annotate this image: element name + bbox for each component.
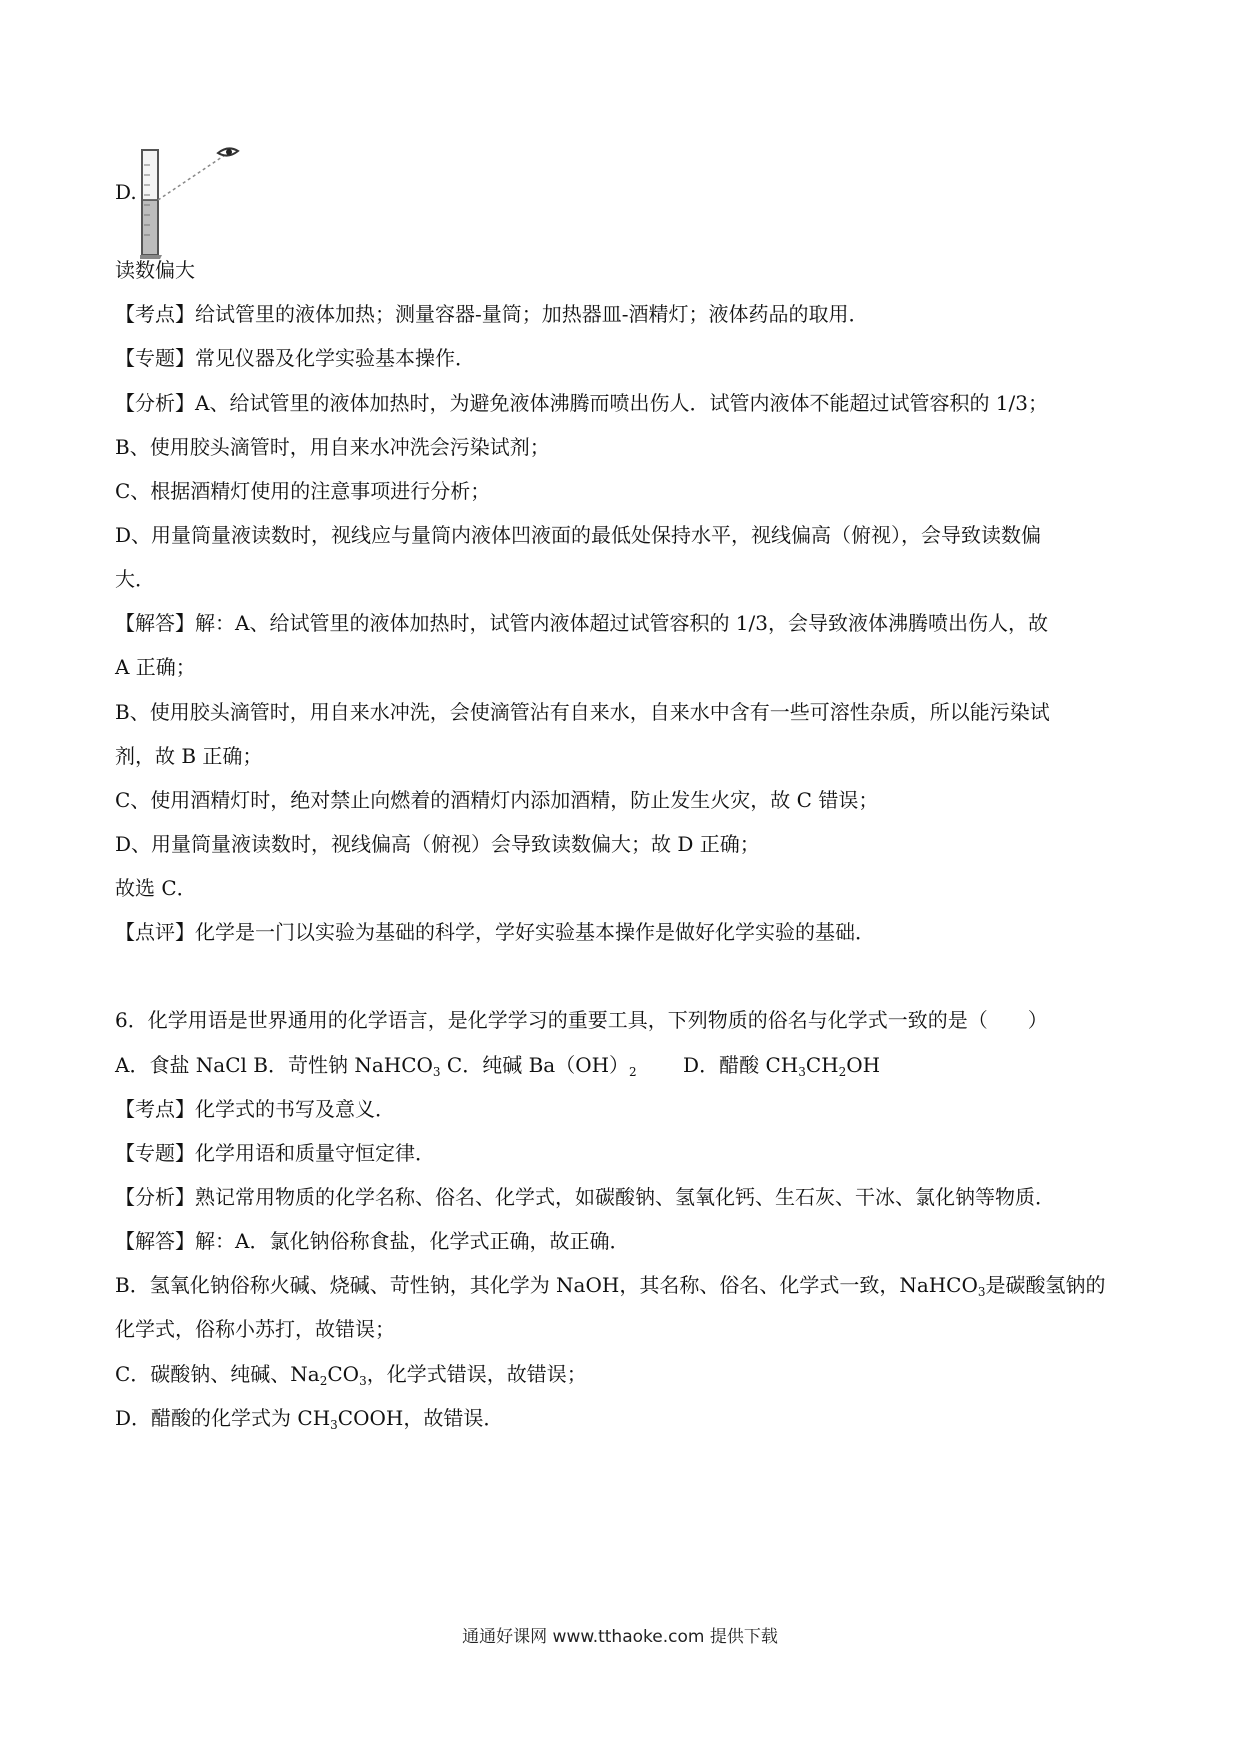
- q6-kaodian: 【考点】化学式的书写及意义．: [115, 1097, 395, 1121]
- q6-jieda-b: B．氢氧化钠俗称火碱、烧碱、苛性钠，其化学为 NaOH，其名称、俗名、化学式一致，NaHCO$_3$是碳酸氢钠的: [115, 1273, 1106, 1299]
- option-d-label: D.: [115, 180, 137, 204]
- q6-fenxi: 【分析】熟记常用物质的化学名称、俗名、化学式，如碳酸钠、氢氧化钙、生石灰、干冰、氯化钠等物质．: [115, 1185, 1055, 1209]
- q5-jieda-6: D、用量筒量液读数时，视线偏高（俯视）会导致读数偏大；故 D 正确；: [115, 832, 760, 856]
- q6-jieda-b-2: 化学式，俗称小苏打，故错误；: [115, 1317, 395, 1341]
- q6-option-b: B．苛性钠 NaHCO$_3$: [253, 1053, 441, 1079]
- q6-options: [115, 1053, 880, 1077]
- q6-zhuanti: 【专题】化学用语和质量守恒定律．: [115, 1141, 435, 1165]
- graduated-cylinder-figure: [140, 145, 270, 260]
- q5-jieda-3: B、使用胶头滴管时，用自来水冲洗，会使滴管沾有自来水，自来水中含有一些可溶性杂质，所以能污染试: [115, 700, 1050, 724]
- q5-fenxi-4: D、用量筒量液读数时，视线应与量筒内液体凹液面的最低处保持水平，视线偏高（俯视），会导致读数偏: [115, 523, 1042, 547]
- q5-fenxi-3: C、根据酒精灯使用的注意事项进行分析；: [115, 479, 491, 503]
- q5-jieda-4: 剂，故 B 正确；: [115, 744, 263, 768]
- q5-fenxi-2: B、使用胶头滴管时，用自来水冲洗会污染试剂；: [115, 435, 550, 459]
- page-footer: 通通好课网 www.tthaoke.com 提供下载: [462, 1627, 778, 1647]
- q6-jieda-d: D．醋酸的化学式为 $CH_3COOH$，故错误．: [115, 1406, 504, 1432]
- q6-question: 6．化学用语是世界通用的化学语言，是化学学习的重要工具，下列物质的俗名与化学式一致的是（ ）: [115, 1008, 1048, 1032]
- q5-answer: 故选 C．: [115, 876, 197, 900]
- q6-option-a: A．食盐 NaCl: [115, 1053, 247, 1077]
- q5-jieda-1: 【解答】解：A、给试管里的液体加热时，试管内液体超过试管容积的 1/3，会导致液体沸腾喷出伤人，故: [115, 611, 1048, 635]
- q5-jieda-2: A 正确；: [115, 655, 196, 679]
- q5-fenxi-5: 大．: [115, 567, 155, 591]
- q6-option-d: D．醋酸 $CH_3CH_2OH$: [683, 1053, 881, 1079]
- q5-kaodian: 【考点】给试管里的液体加热；测量容器-量筒；加热器皿-酒精灯；液体药品的取用．: [115, 302, 869, 326]
- q6-jieda-1: 【解答】解：A．氯化钠俗称食盐，化学式正确，故正确．: [115, 1229, 630, 1253]
- q5-zhuanti: 【专题】常见仪器及化学实验基本操作．: [115, 346, 475, 370]
- q5-fenxi-1: 【分析】A、给试管里的液体加热时，为避免液体沸腾而喷出伤人．试管内液体不能超过试管容积的 1/3；: [115, 391, 1048, 415]
- reading-result-text: 读数偏大: [115, 258, 195, 282]
- q6-option-c: C．纯碱 $Ba(OH)_2$: [446, 1053, 637, 1079]
- q5-dianping: 【点评】化学是一门以实验为基础的科学，学好实验基本操作是做好化学实验的基础．: [115, 920, 875, 944]
- q6-jieda-c: C．碳酸钠、纯碱、$Na_2CO_3$，化学式错误，故错误；: [115, 1362, 587, 1388]
- q5-jieda-5: C、使用酒精灯时，绝对禁止向燃着的酒精灯内添加酒精，防止发生火灾，故 C 错误；: [115, 788, 879, 812]
